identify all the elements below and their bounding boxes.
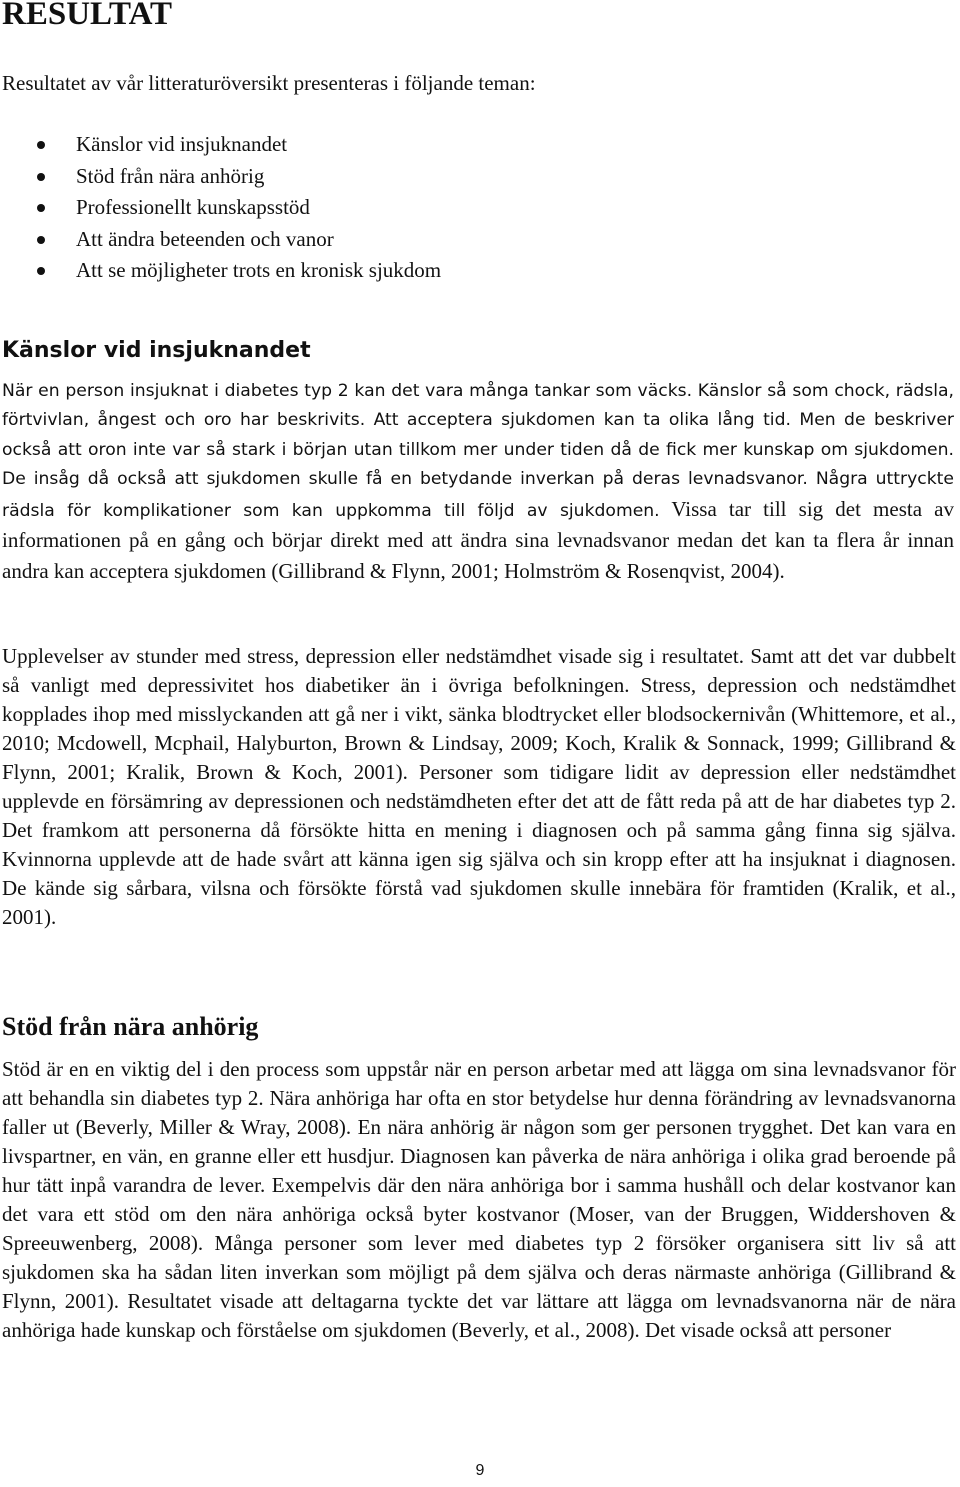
intro-text: Resultatet av vår litteraturöversikt presenteras i följande teman: <box>2 71 536 95</box>
section-heading-support: Stöd från nära anhörig <box>2 1012 259 1041</box>
bullet-icon <box>37 236 45 244</box>
list-item <box>0 226 441 258</box>
theme-list <box>0 131 441 289</box>
paragraph-feelings-2: Upplevelser av stunder med stress, depression eller nedstämdhet visade sig i resultatet. Samt att det var dubbelt så vanligt med depressivitet hos diabetiker än i övriga befolkningen. Stress, depression och nedstämdhet kopplades ihop med misslyckanden att gå ner i vikt, sänka blodtrycket eller blodsockernivån (Whittemore, et al., 2010; Mcdowell, Mcphail, Halyburton, Brown & Lindsay, 2009; Koch, Kralik & Sonnack, 1999; Gillibrand & Flynn, 2001; Kralik, Brown & Koch, 2001). Personer som tidigare lidit av depression eller nedstämdhet upplevde en försämring av depressionen och nedstämdheten efter det att de fått reda på att de har diabetes typ 2. Det framkom att personerna då försökte hitta en mening i diagnosen och på samma gång finna sig själva. Kvinnorna upplevde att de hade svårt att känna igen sig själva och sin kropp efter att ha insjuknat i diagnosen. De kände sig sårbara, vilsna och försökte förstå vad sjukdomen skulle innebära för framtiden (Kralik, et al., 2001). <box>2 644 956 929</box>
bullet-icon <box>37 141 45 149</box>
paragraph-support: Stöd är en en viktig del i den process som uppstår när en person arbetar med att lägga om sina levnadsvanor för att behandla sin diabetes typ 2. Nära anhöriga har ofta en stor betydelse hur denna förändring av levnadsvanorna faller ut (Beverly, Miller & Wray, 2008). En nära anhörig är någon som ger personen trygghet. Det kan vara en livspartner, en vän, en granne eller ett husdjur. Diagnosen kan påverka de nära anhöriga i olika grad beroende på hur tätt inpå varandra de lever. Exempelvis där den nära anhöriga bor i samma hushåll och delar kostvanor kan det vara ett stöd om den nära anhöriga också byter kostvanor (Moser, van der Bruggen, Widdershoven & Spreeuwenberg, 2008). Många personer som lever med diabetes typ 2 försöker organisera sitt liv så att sjukdomen ska ha sådan liten inverkan som möjligt på dem själva och deras närmaste anhöriga (Gillibrand & Flynn, 2001). Resultatet visade att deltagarna tyckte det var lättare att lägga om levnadsvanorna när de nära anhöriga hade kunskap och förståelse om sjukdomen (Beverly, et al., 2008). Det visade också att personer <box>2 1057 956 1342</box>
list-item-text: Professionellt kunskapsstöd <box>76 195 310 220</box>
bullet-icon <box>37 173 45 181</box>
list-item <box>0 194 441 226</box>
bullet-icon <box>37 204 45 212</box>
page-heading: RESULTAT <box>2 0 172 32</box>
list-item-text: Stöd från nära anhörig <box>76 163 265 188</box>
paragraph-feelings-1 <box>2 377 954 589</box>
bullet-icon <box>37 267 45 275</box>
page-number: 9 <box>475 1462 485 1479</box>
paragraph-serif-part: Vissa tar till sig det mesta av informationen på en gång och börjar direkt med att ändra sina levnadsvanor medan det kan ta flera år innan andra kan acceptera sjukdomen (Gillibrand & Flynn, 2001; Holmström & Rosenqvist, 2004). <box>2 496 954 584</box>
list-item-text: Känslor vid insjuknandet <box>76 132 288 156</box>
paragraph-sans-part: När en person insjuknat i diabetes typ 2 kan det vara många tankar som väcks. Känslor så som chock, rädsla, förtvivlan, ångest och oro har beskrivits. Att acceptera sjukdomen kan ta olika lång tid. Men de beskriver också att oron inte var så stark i början utan tillkom mer under tiden då de fick mer kunskap om sjukdomen. De insåg då också att sjukdomen skulle få en betydande inverkan på deras levnadsvanor. Några uttryckte rädsla för komplikationer som kan uppkomma till följd av sjukdomen. <box>2 381 954 521</box>
list-item <box>0 257 441 289</box>
list-item <box>0 131 441 163</box>
list-item-text: Att se möjligheter trots en kronisk sjukdom <box>76 258 442 283</box>
list-item <box>0 163 441 195</box>
section-heading-feelings: Känslor vid insjuknandet <box>2 338 311 363</box>
list-item-text: Att ändra beteenden och vanor <box>76 226 334 251</box>
